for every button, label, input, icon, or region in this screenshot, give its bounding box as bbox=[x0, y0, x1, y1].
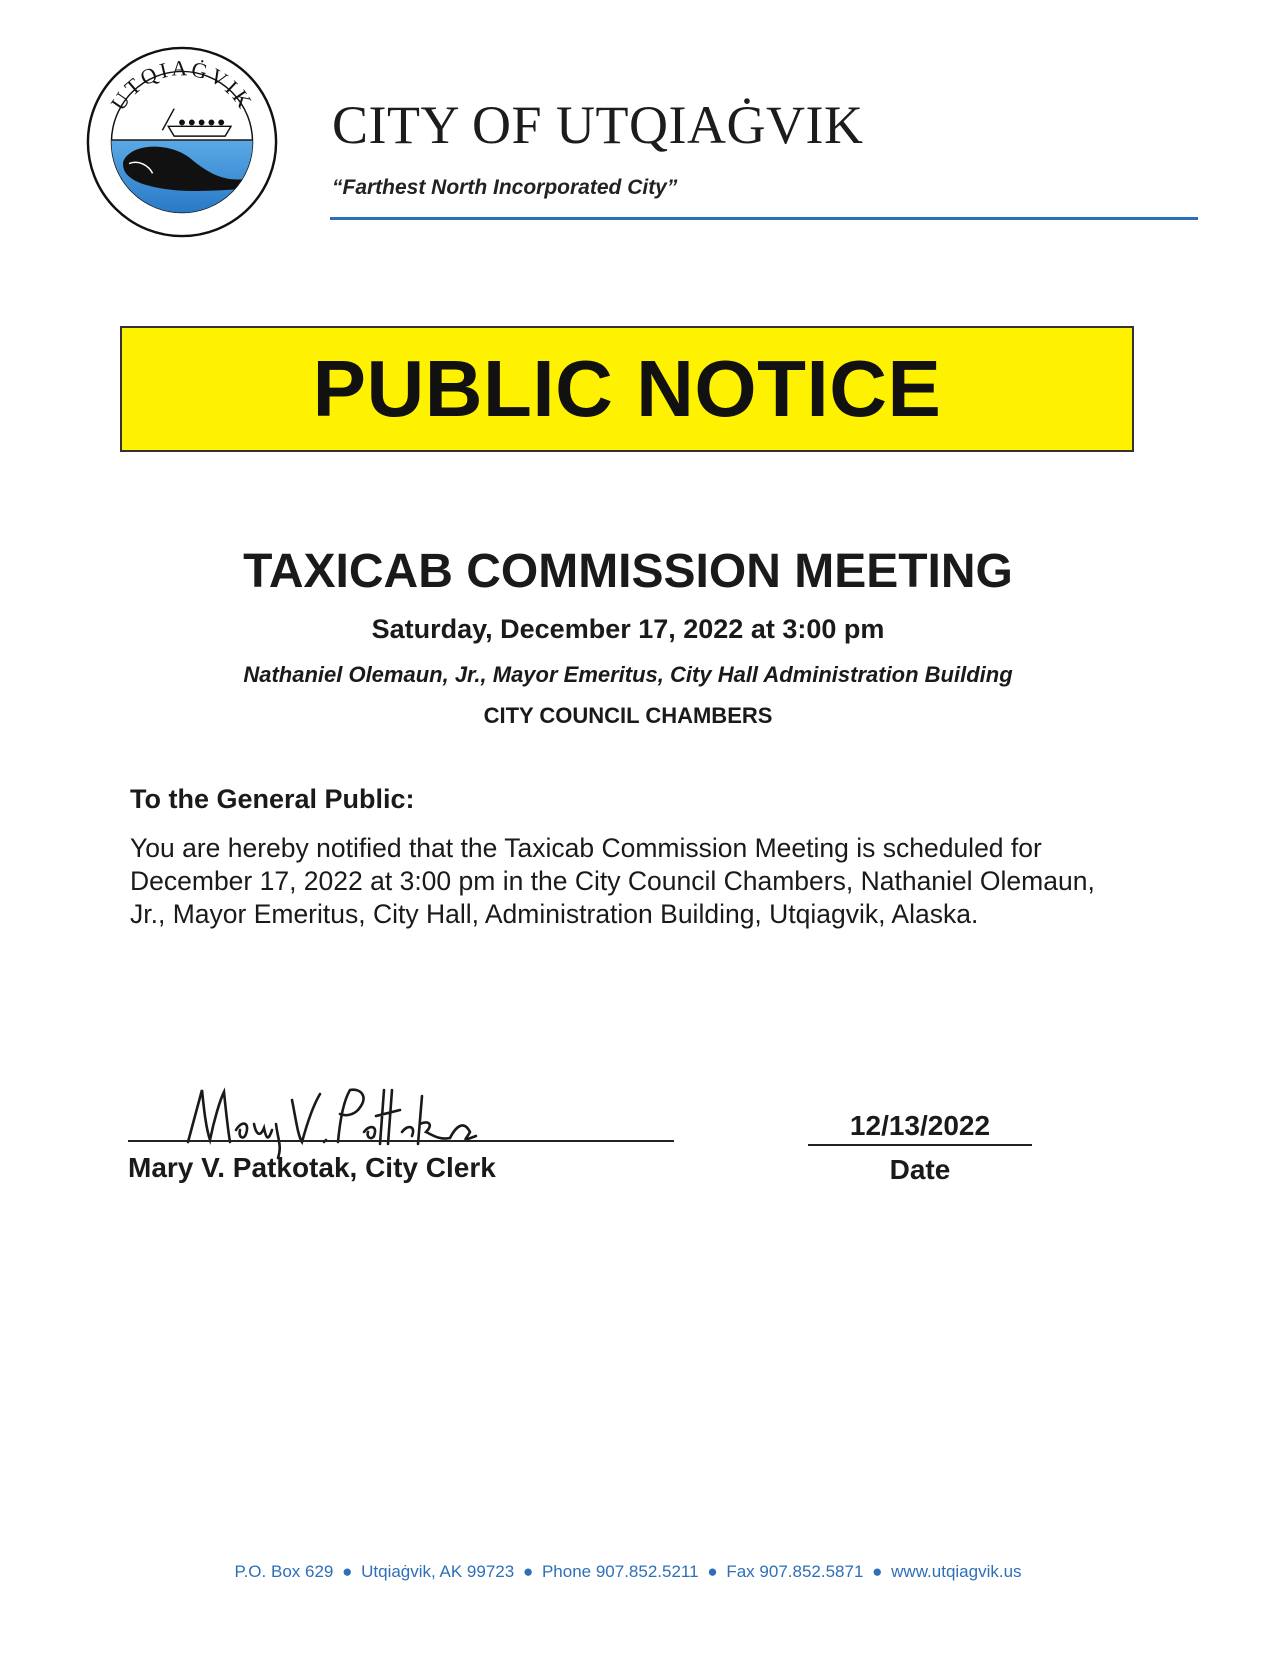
signature-date-value: 12/13/2022 bbox=[849, 1110, 991, 1141]
footer-city-state: Utqiaġvik, AK 99723 bbox=[361, 1562, 515, 1581]
city-name-heading: CITY OF UTQIAĠVIK bbox=[332, 95, 864, 155]
footer-website: www.utqiagvik.us bbox=[891, 1562, 1022, 1581]
footer-phone: Phone 907.852.5211 bbox=[541, 1562, 699, 1581]
date-line bbox=[808, 1144, 1032, 1146]
meeting-title: TAXICAB COMMISSION MEETING bbox=[243, 545, 1013, 598]
letter-body: You are hereby notified that the Taxicab Commission Meeting is scheduled for December 17, 2022 at 3:00 pm in the City Council Chambers, Nathaniel Olemaun, Jr., Mayor Emeritus, City Hall, Administration Building, Utqiagvik, Alaska. bbox=[130, 833, 1095, 929]
meeting-date-time: Saturday, December 17, 2022 at 3:00 pm bbox=[371, 614, 885, 644]
city-motto: “Farthest North Incorporated City” bbox=[332, 176, 678, 199]
footer-contact bbox=[0, 1562, 1256, 1582]
public-notice-title: PUBLIC NOTICE bbox=[312, 344, 942, 433]
handwritten-signature bbox=[180, 1080, 480, 1160]
footer-fax: Fax 907.852.5871 bbox=[726, 1562, 864, 1581]
header-divider bbox=[330, 217, 1198, 220]
meeting-location: Nathaniel Olemaun, Jr., Mayor Emeritus, City Hall Administration Building bbox=[243, 662, 1013, 687]
bullet-icon: ● bbox=[872, 1562, 883, 1581]
city-seal-logo bbox=[84, 44, 280, 240]
svg-text:UTQIAĠVIK: UTQIAĠVIK bbox=[106, 56, 258, 115]
bullet-icon: ● bbox=[522, 1562, 534, 1581]
meeting-room: CITY COUNCIL CHAMBERS bbox=[483, 703, 773, 728]
signature-date-label: Date bbox=[889, 1154, 951, 1185]
footer-po-box: P.O. Box 629 bbox=[234, 1562, 334, 1581]
letter-greeting: To the General Public: bbox=[130, 784, 415, 814]
signer-name: Mary V. Patkotak, City Clerk bbox=[128, 1152, 496, 1183]
signature-line bbox=[128, 1140, 674, 1142]
bullet-icon: ● bbox=[342, 1562, 353, 1581]
public-notice-banner bbox=[120, 326, 1134, 452]
bullet-icon: ● bbox=[707, 1562, 718, 1581]
